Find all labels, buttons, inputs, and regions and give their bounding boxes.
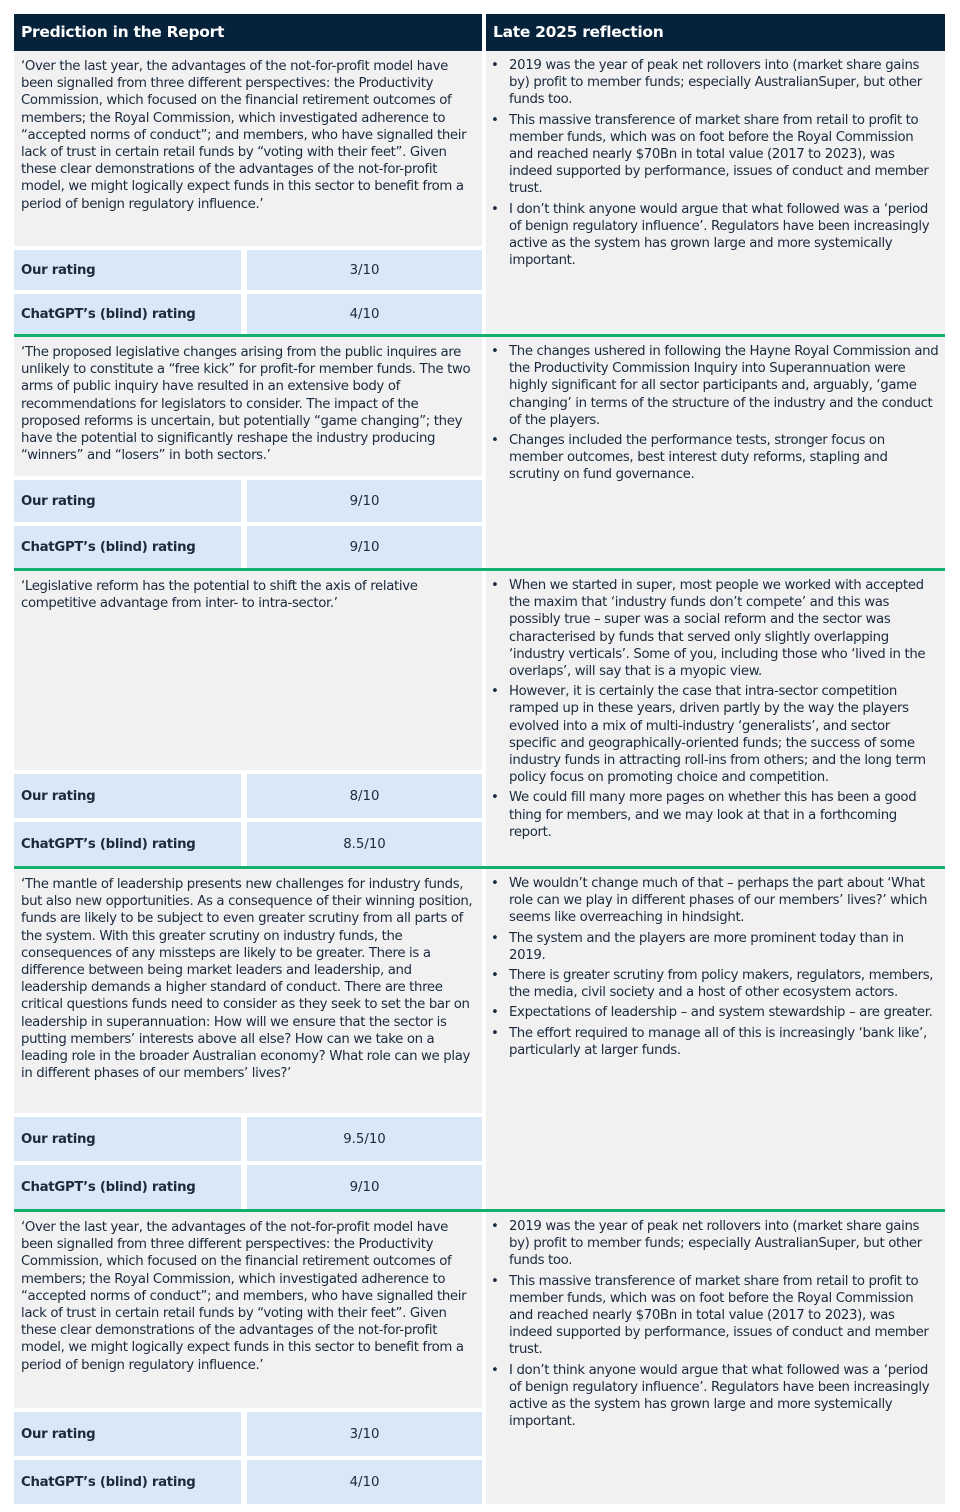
our-rating-row [14,480,482,522]
table-row [14,334,945,568]
prediction-column [14,571,482,866]
table-row [14,866,945,1209]
reflection-bullet: • This massive transference of market share from retail to profit to member funds, which was on foot before the Royal Commission and reached nearly $70Bn in total value (2017 to 2023), was indeed supported by performance, issues of conduct and member trust. [509,112,939,198]
our-rating-label: Our rating [14,1412,241,1456]
reflection-bullet: • There is greater scrutiny from policy makers, regulators, members, the media, civil society and a host of other ecosystem actors. [509,967,939,1001]
reflection-list [486,571,945,850]
prediction-text: ‘The mantle of leadership presents new challenges for industry funds, but also new opportunities. As a consequence of their winning position, funds are likely to be subject to even greater scrutiny from all parts of the system. With this greater scrutiny on industry funds, the consequences of any missteps are likely to be greater. There is a difference between being market leaders and leadership, and leadership demands a higher standard of conduct. There are three critical questions funds need to consider as they seek to set the bar on leadership in superannuation: How will we ensure that the sector is putting members’ interests above all else? How can we take on a leading role in the broader Australian economy? What role can we play in different phases of our members’ lives?’ [14,869,482,1113]
reflection-bullet: • I don’t think anyone would argue that what followed was a ‘period of benign regulatory influence’. Regulators have been increasingly active as the system has grown large and more systemically important. [509,201,939,270]
reflection-bullet: • The changes ushered in following the Hayne Royal Commission and the Productivity Commission Inquiry into Superannuation were highly significant for all sector participants and, arguably, ‘game changing’ in terms of the structure of the industry and the conduct of the players. [509,343,939,429]
chatgpt-rating-label: ChatGPT’s (blind) rating [14,294,241,334]
reflection-bullet: • When we started in super, most people we worked with accepted the maxim that ‘industry funds don’t compete’ and this was possibly true – super was a social reform and the sector was characterised by funds that served only slightly overlapping ‘industry verticals’. Some of you, including those who ‘lived in the overlaps’, will say that is a myopic view. [509,577,939,680]
chatgpt-rating-value: 4/10 [247,294,482,334]
our-rating-row [14,1117,482,1161]
our-rating-value: 9.5/10 [247,1117,482,1161]
our-rating-row [14,250,482,290]
prediction-text: ‘Over the last year, the advantages of the not-for-profit model have been signalled from three different perspectives: the Productivity Commission, which focused on the financial retirement outcomes of members; the Royal Commission, which investigated adherence to “accepted norms of conduct”; and members, who have signalled their lack of trust in certain retail funds by “voting with their feet”. Given these clear demonstrations of the advantages of the not-for-profit model, we might logically expect funds in this sector to benefit from a period of benign regulatory influence.’ [14,51,482,246]
our-rating-row [14,1412,482,1456]
header-prediction: Prediction in the Report [14,14,482,51]
reflection-list [486,1212,945,1439]
our-rating-value: 3/10 [247,1412,482,1456]
chatgpt-rating-label: ChatGPT’s (blind) rating [14,526,241,568]
prediction-column [14,51,482,334]
our-rating-value: 8/10 [247,774,482,818]
our-rating-label: Our rating [14,774,241,818]
reflection-bullet: • We could fill many more pages on whether this has been a good thing for members, and we may look at that in a forthcoming report. [509,789,939,841]
chatgpt-rating-row [14,294,482,334]
table-body [14,51,945,1504]
reflection-bullet: • We wouldn’t change much of that – perhaps the part about ‘What role can we play in different phases of our members’ lives?’ which seems like overreaching in hindsight. [509,875,939,927]
reflection-bullet: • Expectations of leadership – and system stewardship – are greater. [509,1004,939,1021]
chatgpt-rating-value: 8.5/10 [247,822,482,866]
chatgpt-rating-label: ChatGPT’s (blind) rating [14,1165,241,1209]
reflection-bullet: • I don’t think anyone would argue that what followed was a ‘period of benign regulatory influence’. Regulators have been increasingly active as the system has grown large and more systemically important. [509,1362,939,1431]
reflection-bullet: • The effort required to manage all of this is increasingly ‘bank like’, particularly at larger funds. [509,1025,939,1059]
chatgpt-rating-row [14,1460,482,1504]
chatgpt-rating-value: 9/10 [247,1165,482,1209]
reflection-column [486,1212,945,1504]
predictions-table [14,14,945,1504]
our-rating-label: Our rating [14,480,241,522]
prediction-column [14,337,482,568]
chatgpt-rating-row [14,822,482,866]
reflection-bullet: • The system and the players are more prominent today than in 2019. [509,930,939,964]
table-header [14,14,945,51]
reflection-list [486,337,945,493]
prediction-text: ‘Legislative reform has the potential to shift the axis of relative competitive advantage from inter- to intra-sector.’ [14,571,482,770]
chatgpt-rating-row [14,1165,482,1209]
chatgpt-rating-label: ChatGPT’s (blind) rating [14,822,241,866]
our-rating-label: Our rating [14,1117,241,1161]
reflection-bullet: • However, it is certainly the case that intra-sector competition ramped up in these years, driven partly by the way the players evolved into a mix of multi-industry ‘generalists’, and sector specific and geographically-oriented funds; the success of some industry funds in attracting roll-ins from others; and the long term policy focus on promoting choice and competition. [509,683,939,786]
our-rating-value: 3/10 [247,250,482,290]
table-row [14,51,945,334]
prediction-text: ‘Over the last year, the advantages of the not-for-profit model have been signalled from three different perspectives: the Productivity Commission, which focused on the financial retirement outcomes of members; the Royal Commission, which investigated adherence to “accepted norms of conduct”; and members, who have signalled their lack of trust in certain retail funds by “voting with their feet”. Given these clear demonstrations of the advantages of the not-for-profit model, we might logically expect funds in this sector to benefit from a period of benign regulatory influence.’ [14,1212,482,1408]
reflection-column [486,337,945,568]
prediction-text: ‘The proposed legislative changes arising from the public inquires are unlikely to constitute a “free kick” for profit-for member funds. The two arms of public inquiry have resulted in an extensive body of recommendations for legislators to consider. The impact of the proposed reforms is uncertain, but potentially “game changing”; they have the potential to significantly reshape the industry producing “winners” and “losers” in both sectors.’ [14,337,482,476]
reflection-list [486,869,945,1068]
reflection-column [486,571,945,866]
prediction-column [14,869,482,1209]
reflection-bullet: • 2019 was the year of peak net rollovers into (market share gains by) profit to member funds; especially AustralianSuper, but other funds too. [509,57,939,109]
chatgpt-rating-value: 4/10 [247,1460,482,1504]
chatgpt-rating-label: ChatGPT’s (blind) rating [14,1460,241,1504]
reflection-bullet: • 2019 was the year of peak net rollovers into (market share gains by) profit to member funds; especially AustralianSuper, but other funds too. [509,1218,939,1270]
reflection-column [486,51,945,334]
header-reflection: Late 2025 reflection [486,14,945,51]
chatgpt-rating-row [14,526,482,568]
reflection-column [486,869,945,1209]
reflection-list [486,51,945,278]
table-row [14,568,945,866]
reflection-bullet: • Changes included the performance tests, stronger focus on member outcomes, best interest duty reforms, stapling and scrutiny on fund governance. [509,432,939,484]
our-rating-label: Our rating [14,250,241,290]
prediction-column [14,1212,482,1504]
chatgpt-rating-value: 9/10 [247,526,482,568]
our-rating-row [14,774,482,818]
reflection-bullet: • This massive transference of market share from retail to profit to member funds, which was on foot before the Royal Commission and reached nearly $70Bn in total value (2017 to 2023), was indeed supported by performance, issues of conduct and member trust. [509,1273,939,1359]
table-row [14,1209,945,1504]
our-rating-value: 9/10 [247,480,482,522]
